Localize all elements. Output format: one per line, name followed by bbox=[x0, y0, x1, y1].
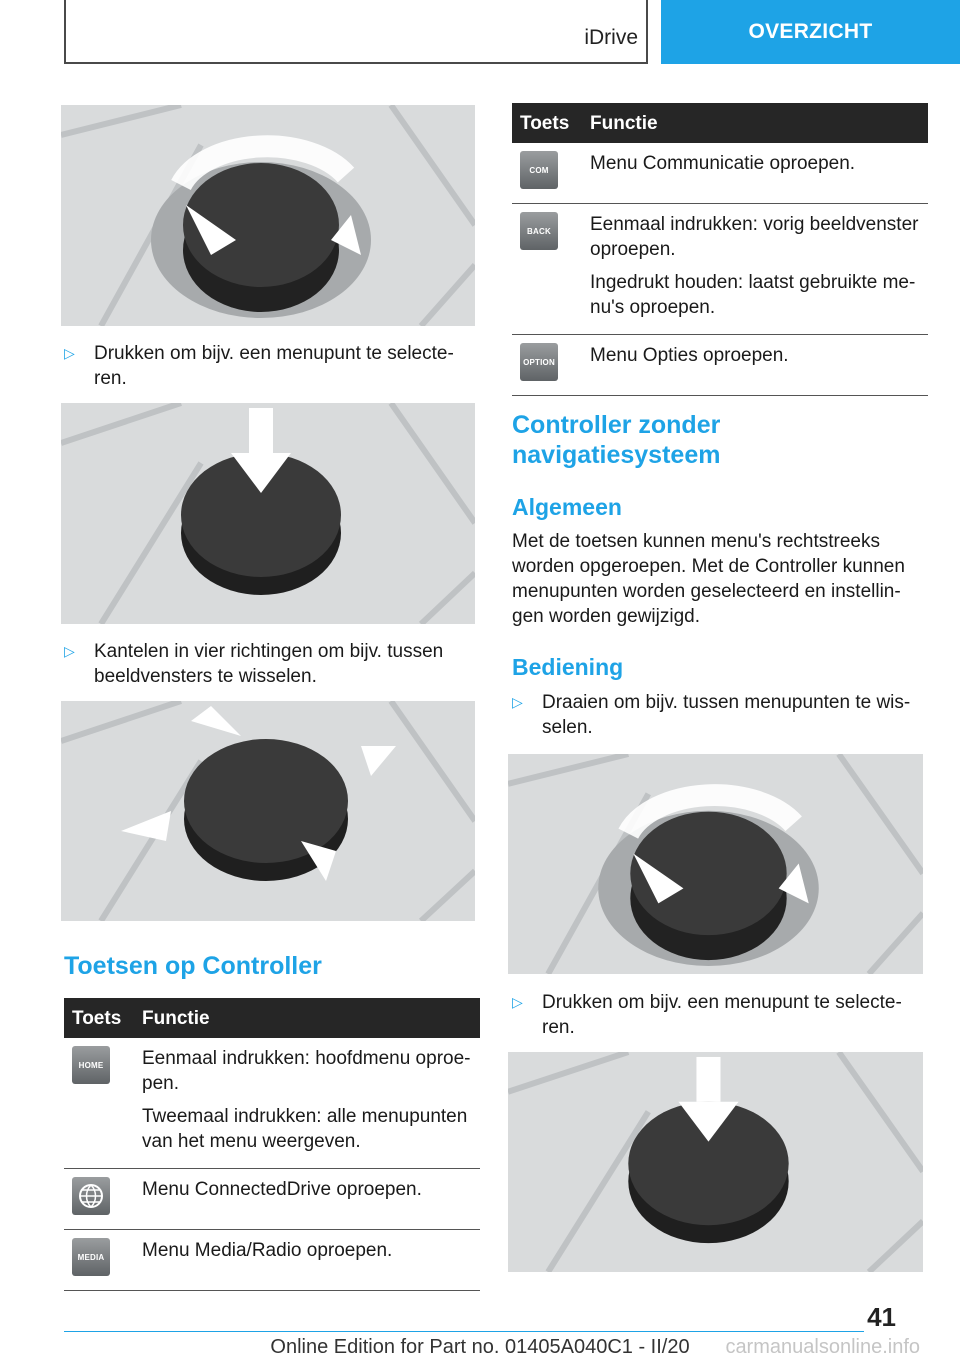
col-function-header: Functie bbox=[582, 103, 928, 143]
bullet-press-right: ▷ Drukken om bijv. een menupunt te selecteren. bbox=[512, 992, 902, 1038]
row-text: Ingedrukt houden: laatst gebruikte menu's oproepen. bbox=[590, 272, 916, 318]
table-row bbox=[512, 335, 928, 396]
keys-table-left bbox=[64, 998, 480, 1291]
row-text: Menu ConnectedDrive oproepen. bbox=[142, 1179, 422, 1200]
table-row bbox=[512, 204, 928, 335]
page-number: 41 bbox=[867, 1302, 896, 1332]
table-header-row bbox=[64, 998, 480, 1038]
back-button-icon: BACK bbox=[520, 212, 558, 250]
section-title: iDrive bbox=[584, 26, 638, 49]
heading-keys: Toetsen op Controller bbox=[64, 952, 322, 980]
table-header-row bbox=[512, 103, 928, 143]
footer-divider bbox=[64, 1331, 864, 1332]
controller-press-illustration-2 bbox=[508, 1052, 923, 1272]
edition-text: Online Edition for Part no. 01405A040C1 - II/20 bbox=[270, 1336, 690, 1358]
subheading-operation: Bediening bbox=[512, 654, 624, 680]
table-row bbox=[64, 1169, 480, 1230]
connecteddrive-globe-icon bbox=[72, 1177, 110, 1215]
controller-rotate-illustration-2 bbox=[508, 754, 923, 974]
com-button-icon: COM bbox=[520, 151, 558, 189]
row-text: Tweemaal indrukken: alle menupunten van het menu weergeven. bbox=[142, 1106, 468, 1152]
col-key-header: Toets bbox=[512, 103, 582, 143]
heading-controller-without-nav: Controller zonder navigatiesysteem bbox=[512, 411, 721, 469]
row-text: Menu Communicatie oproepen. bbox=[590, 153, 856, 174]
bullet-triangle-icon: ▷ bbox=[512, 994, 523, 1010]
row-text: Menu Media/Radio oproepen. bbox=[142, 1240, 393, 1261]
row-text: Eenmaal indrukken: hoofdmenu oproepen. bbox=[142, 1048, 471, 1094]
watermark: carmanualsonline.info bbox=[725, 1336, 920, 1358]
table-row bbox=[64, 1038, 480, 1169]
controller-rotate-illustration bbox=[61, 105, 475, 326]
header-frame bbox=[64, 0, 648, 64]
col-key-header: Toets bbox=[64, 998, 134, 1038]
table-row bbox=[512, 143, 928, 204]
row-text: Eenmaal indrukken: vorig beeldvenster oproepen. bbox=[590, 214, 919, 260]
home-button-icon: HOME bbox=[72, 1046, 110, 1084]
col-function-header: Functie bbox=[134, 998, 480, 1038]
option-button-icon: OPTION bbox=[520, 343, 558, 381]
chapter-tab[interactable]: OVERZICHT bbox=[661, 0, 960, 64]
table-row bbox=[64, 1230, 480, 1291]
keys-table-right bbox=[512, 103, 928, 396]
media-button-icon: MEDIA bbox=[72, 1238, 110, 1276]
controller-press-illustration bbox=[61, 403, 475, 624]
general-paragraph: Met de toetsen kunnen menu's rechtstreeks worden opgeroepen. Met de Controller kunnen menupunten worden geselecteerd en instellingen worden gewijzigd. bbox=[512, 531, 905, 627]
bullet-triangle-icon: ▷ bbox=[512, 694, 523, 710]
bullet-triangle-icon: ▷ bbox=[64, 345, 75, 361]
bullet-turn: ▷ Draaien om bijv. tussen menupunten te wisselen. bbox=[512, 692, 911, 738]
bullet-triangle-icon: ▷ bbox=[64, 643, 75, 659]
controller-tilt-illustration bbox=[61, 701, 475, 921]
bullet-press-left: ▷ Drukken om bijv. een menupunt te selecteren. bbox=[64, 343, 454, 389]
bullet-tilt: ▷ Kantelen in vier richtingen om bijv. tussen beeldvensters te wisselen. bbox=[64, 641, 444, 687]
subheading-general: Algemeen bbox=[512, 494, 622, 520]
row-text: Menu Opties oproepen. bbox=[590, 345, 789, 366]
